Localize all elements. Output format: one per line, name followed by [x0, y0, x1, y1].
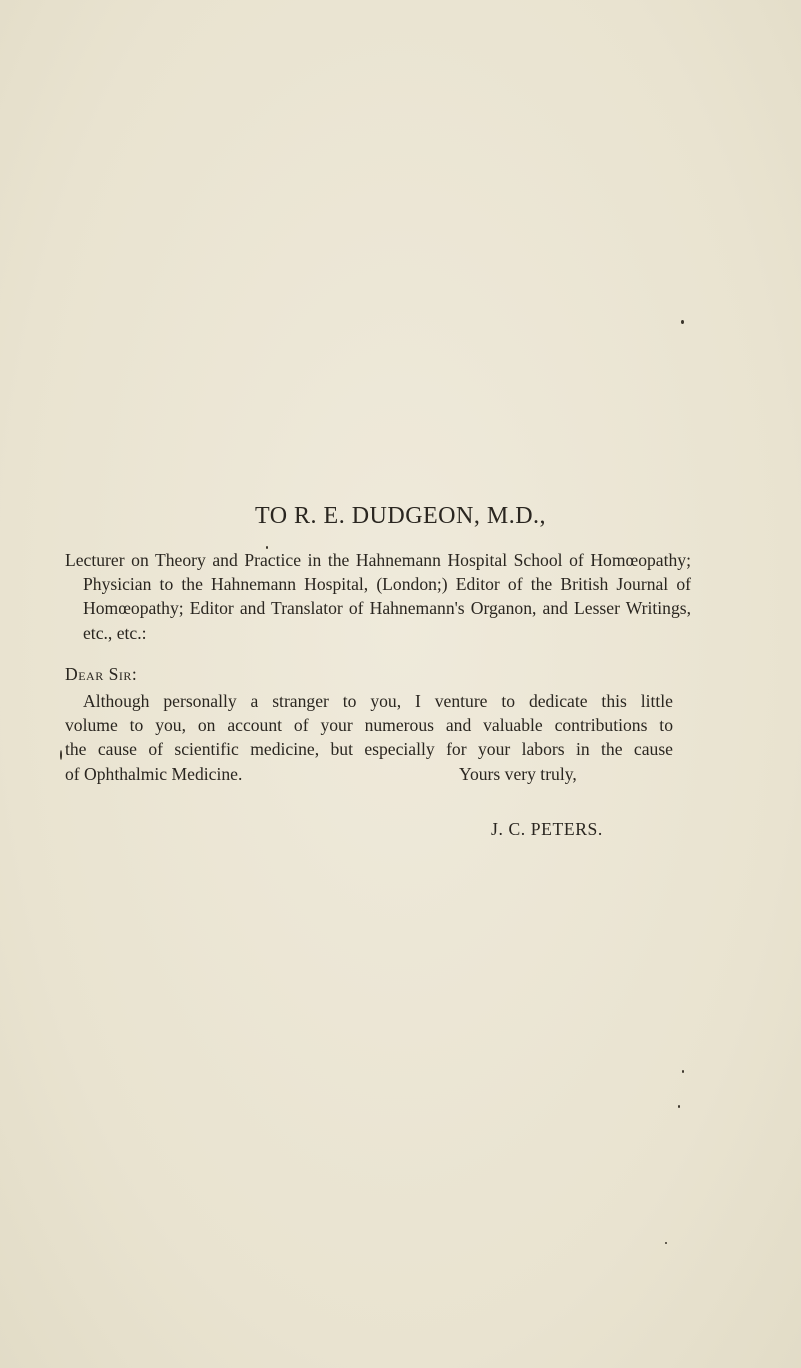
body-line: Although personally a stranger to you, I venture to dedicate this little — [83, 691, 673, 711]
body-line: volume to you, on account of your numerous and valuable contributions to — [65, 715, 673, 736]
body-line: of Ophthalmic Medicine. — [65, 763, 243, 784]
salutation: Dear Sir: — [65, 664, 138, 684]
body-line-final — [65, 762, 673, 786]
closing: Yours very truly, — [459, 763, 577, 784]
signature: J. C. PETERS. — [491, 819, 603, 839]
paper-speck — [678, 1105, 680, 1108]
dedication-body — [65, 689, 673, 786]
paper-speck — [681, 320, 684, 324]
paper-speck — [266, 546, 268, 549]
body-line: the cause of scientific medicine, but especially for your labors in the cause — [65, 739, 673, 760]
dedicatee-credentials: Lecturer on Theory and Practice in the Hahnemann Hospital School of Homœopathy; Physician to the Hahnemann Hospital, (London;) Editor of the British Journal of Homœopathy; Editor and Translator of Hahnemann's Organon, and Lesser Writings, etc., etc.: — [65, 550, 691, 643]
paper-speck — [60, 750, 62, 760]
paper-speck — [665, 1242, 667, 1244]
dedication-title: TO R. E. DUDGEON, M.D., — [254, 503, 547, 529]
paper-speck — [682, 1070, 684, 1073]
